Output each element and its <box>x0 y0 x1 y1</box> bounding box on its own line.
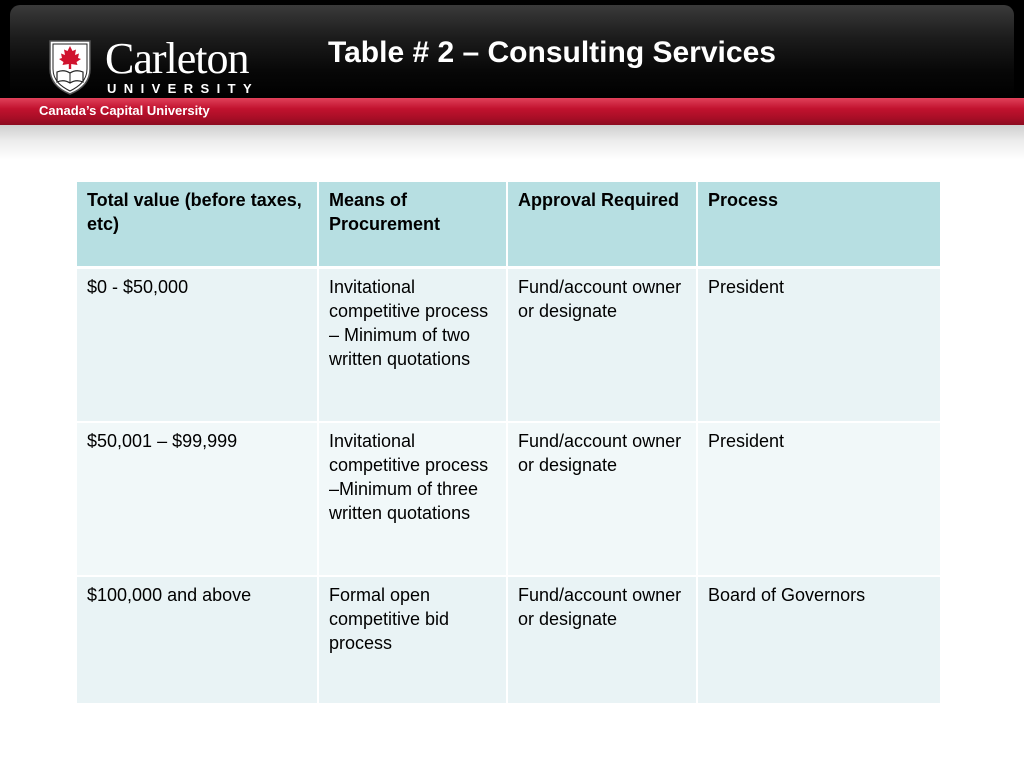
brand-subtitle: UNIVERSITY <box>107 81 260 96</box>
table-row <box>77 577 940 703</box>
cell-total-value: $0 - $50,000 <box>77 269 319 423</box>
cell-means-of-procurement: Invitational competitive process –Minimum of three written quotations <box>319 423 508 577</box>
brand-name: Carleton <box>105 34 249 83</box>
cell-approval-required: Fund/account owner or designate <box>508 577 698 703</box>
table-row <box>77 423 940 577</box>
header-approval-required: Approval Required <box>508 182 698 269</box>
cell-approval-required: Fund/account owner or designate <box>508 423 698 577</box>
header-band <box>0 0 1024 98</box>
cell-total-value: $50,001 – $99,999 <box>77 423 319 577</box>
header-total-value: Total value (before taxes, etc) <box>77 182 319 269</box>
header-shadow <box>0 125 1024 160</box>
consulting-services-table <box>77 182 940 703</box>
table-row <box>77 269 940 423</box>
cell-process: President <box>698 269 940 423</box>
table-header-row <box>77 182 940 269</box>
carleton-crest-icon <box>48 39 92 95</box>
page-title: Table # 2 – Consulting Services <box>328 36 776 69</box>
tagline-band <box>0 98 1024 125</box>
cell-process: Board of Governors <box>698 577 940 703</box>
cell-means-of-procurement: Formal open competitive bid process <box>319 577 508 703</box>
cell-process: President <box>698 423 940 577</box>
cell-approval-required: Fund/account owner or designate <box>508 269 698 423</box>
tagline: Canada’s Capital University <box>39 103 210 118</box>
header-panel <box>10 5 1014 98</box>
header-means-of-procurement: Means of Procurement <box>319 182 508 269</box>
header-process: Process <box>698 182 940 269</box>
cell-total-value: $100,000 and above <box>77 577 319 703</box>
cell-means-of-procurement: Invitational competitive process – Minimum of two written quotations <box>319 269 508 423</box>
